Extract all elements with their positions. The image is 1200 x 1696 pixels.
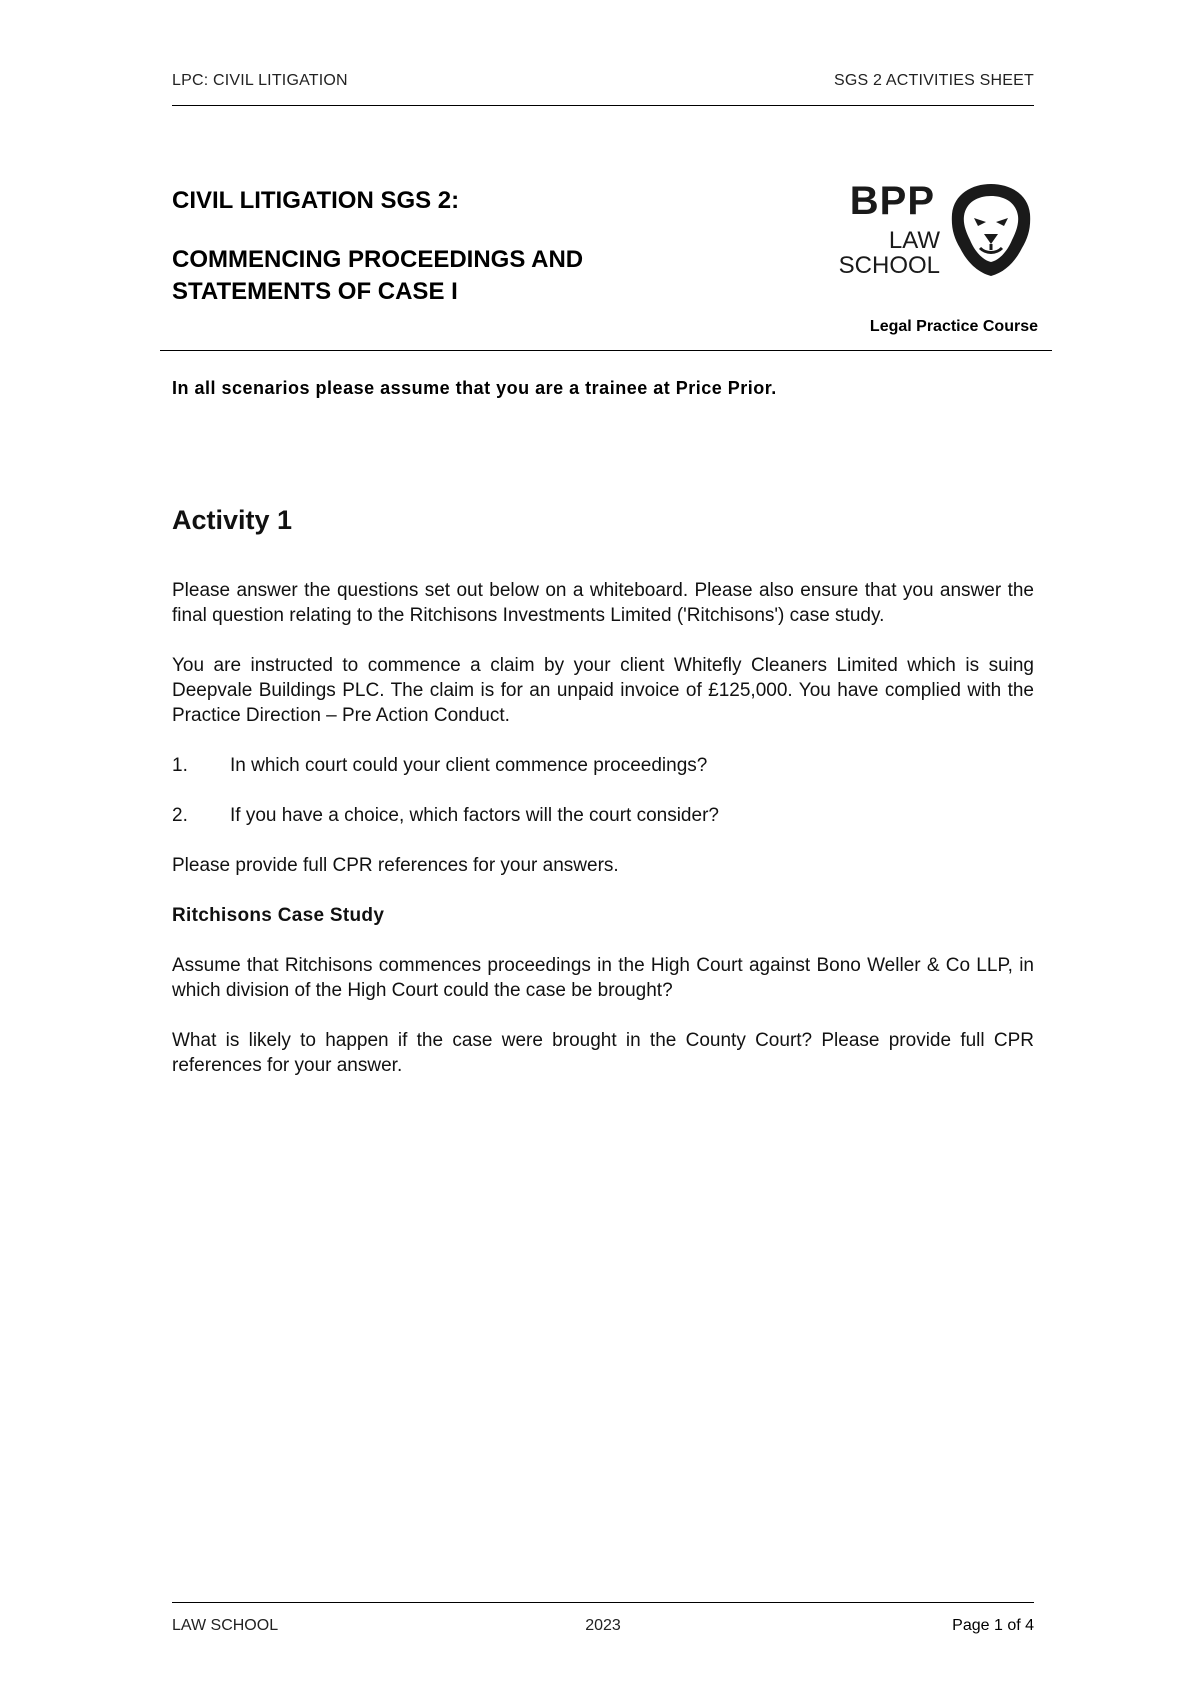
activity-section bbox=[172, 500, 1034, 1103]
footer-school: LAW SCHOOL bbox=[172, 1617, 279, 1634]
question-item bbox=[172, 753, 1034, 778]
course-label: Legal Practice Course bbox=[869, 318, 1038, 335]
title-line-1: CIVIL LITIGATION SGS 2: bbox=[172, 187, 460, 214]
question-item bbox=[172, 803, 1034, 828]
page-number: Page 1 of 4 bbox=[952, 1617, 1034, 1634]
logo-school: SCHOOL bbox=[838, 252, 940, 279]
running-header bbox=[172, 72, 1034, 106]
bpp-law-school-logo bbox=[835, 180, 1035, 280]
header-sheet-title: SGS 2 ACTIVITIES SHEET bbox=[833, 72, 1034, 89]
lion-head-icon bbox=[950, 182, 1032, 278]
footer-year: 2023 bbox=[585, 1617, 621, 1634]
title-line-2: COMMENCING PROCEEDINGS AND STATEMENTS OF CASE I bbox=[172, 246, 584, 305]
question-text: If you have a choice, which factors will the court consider? bbox=[230, 805, 719, 826]
title-divider bbox=[160, 350, 1052, 351]
activity-scenario: You are instructed to commence a claim by your client Whitefly Cleaners Limited which is suing Deepvale Buildings PLC. The claim is for an unpaid invoice of £125,000. You have complied with the Practice Direction – Pre Action Conduct. bbox=[172, 655, 1034, 726]
document-title bbox=[172, 185, 692, 308]
question-number: 1. bbox=[172, 755, 188, 776]
case-study-heading: Ritchisons Case Study bbox=[172, 905, 385, 926]
header-course: LPC: CIVIL LITIGATION bbox=[172, 72, 348, 89]
activity-intro: Please answer the questions set out below on a whiteboard. Please also ensure that you answer the final question relating to the Ritchisons Investments Limited ('Ritchisons') case study. bbox=[172, 580, 1034, 626]
scenario-assumption: In all scenarios please assume that you are a trainee at Price Prior. bbox=[172, 378, 777, 398]
case-study-paragraph: Assume that Ritchisons commences proceedings in the High Court against Bono Weller & Co LLP, in which division of the High Court could the case be brought? bbox=[172, 955, 1034, 1001]
logo-law: LAW bbox=[888, 227, 940, 254]
question-number: 2. bbox=[172, 805, 188, 826]
logo-brand: BPP bbox=[849, 179, 935, 223]
references-note: Please provide full CPR references for your answers. bbox=[172, 855, 619, 876]
running-footer bbox=[172, 1602, 1034, 1634]
question-text: In which court could your client commence proceedings? bbox=[230, 755, 708, 776]
case-study-paragraph: What is likely to happen if the case were brought in the County Court? Please provide full CPR references for your answer. bbox=[172, 1030, 1034, 1076]
activity-heading: Activity 1 bbox=[172, 505, 293, 535]
